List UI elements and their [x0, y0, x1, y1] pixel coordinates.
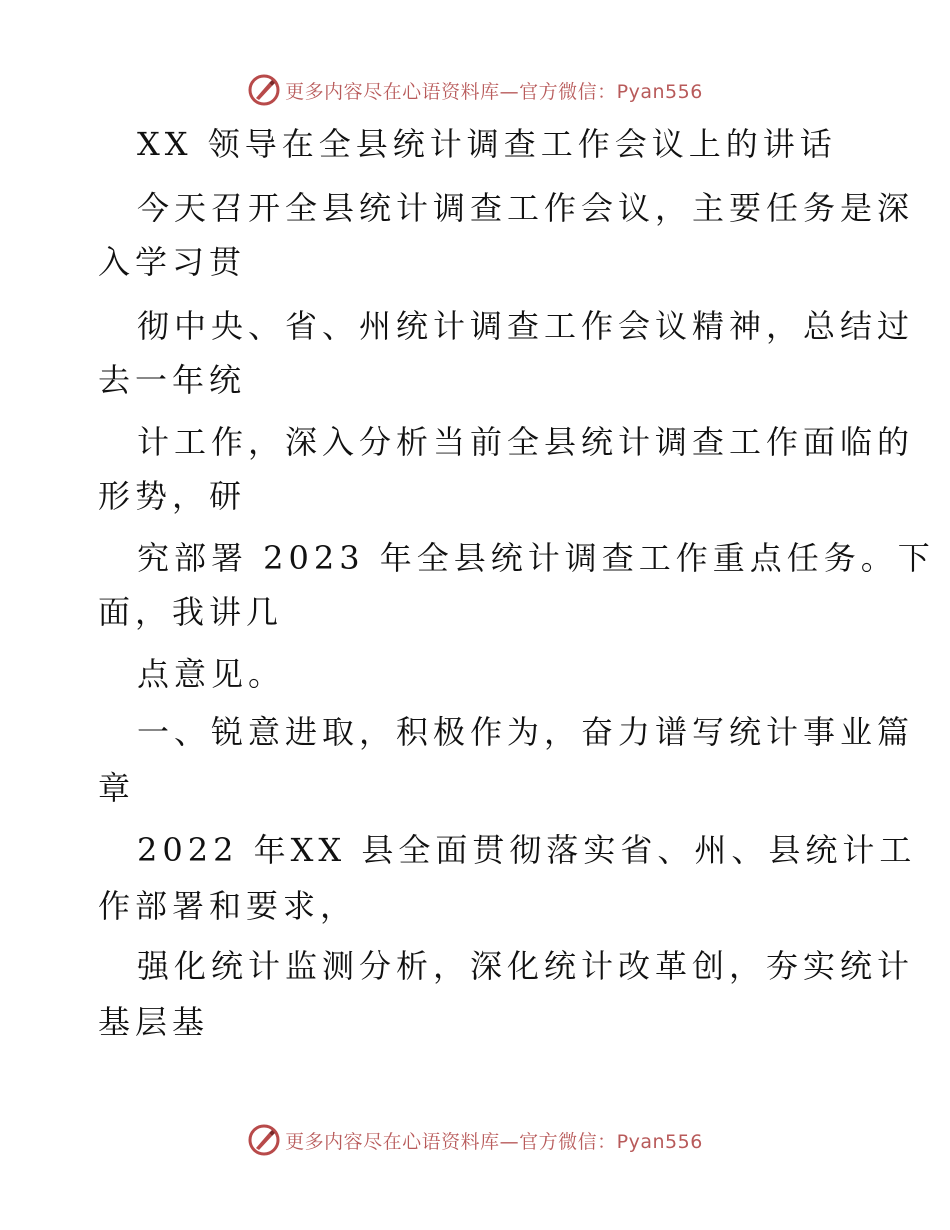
- paragraph-line: 究部署 2023 年全县统计调查工作重点任务。下: [137, 539, 935, 577]
- header-watermark: [0, 70, 950, 110]
- paragraph-line: 入学习贯: [98, 243, 247, 281]
- watermark-text: 更多内容尽在心语资料库—官方微信：Pyan556: [285, 1130, 703, 1153]
- paragraph-line: 2022 年XX 县全面贯彻落实省、州、县统计工: [137, 831, 917, 869]
- paragraph-line: 形势，研: [98, 477, 247, 515]
- pen-logo-icon: [247, 1123, 281, 1157]
- paragraph-line: 彻中央、省、州统计调查工作会议精神，总结过: [137, 307, 915, 345]
- footer-watermark: [0, 1120, 950, 1160]
- pen-logo-icon: [247, 73, 281, 107]
- paragraph-line: 基层基: [98, 1003, 210, 1041]
- paragraph-line: 面，我讲几: [98, 593, 284, 631]
- paragraph-line: 强化统计监测分析，深化统计改革创，夯实统计: [137, 947, 915, 985]
- paragraph-line: 点意见。: [137, 655, 286, 693]
- paragraph-line: 作部署和要求，: [98, 887, 358, 925]
- document-title: XX 领导在全县统计调查工作会议上的讲话: [137, 125, 837, 163]
- section-heading: 一、锐意进取，积极作为，奋力谱写统计事业篇: [137, 713, 915, 751]
- paragraph-line: 今天召开全县统计调查工作会议，主要任务是深: [137, 189, 915, 227]
- paragraph-line: 计工作，深入分析当前全县统计调查工作面临的: [137, 423, 915, 461]
- section-heading-continuation: 章: [98, 769, 136, 807]
- paragraph-line: 去一年统: [98, 361, 247, 399]
- watermark-text: 更多内容尽在心语资料库—官方微信：Pyan556: [285, 80, 703, 103]
